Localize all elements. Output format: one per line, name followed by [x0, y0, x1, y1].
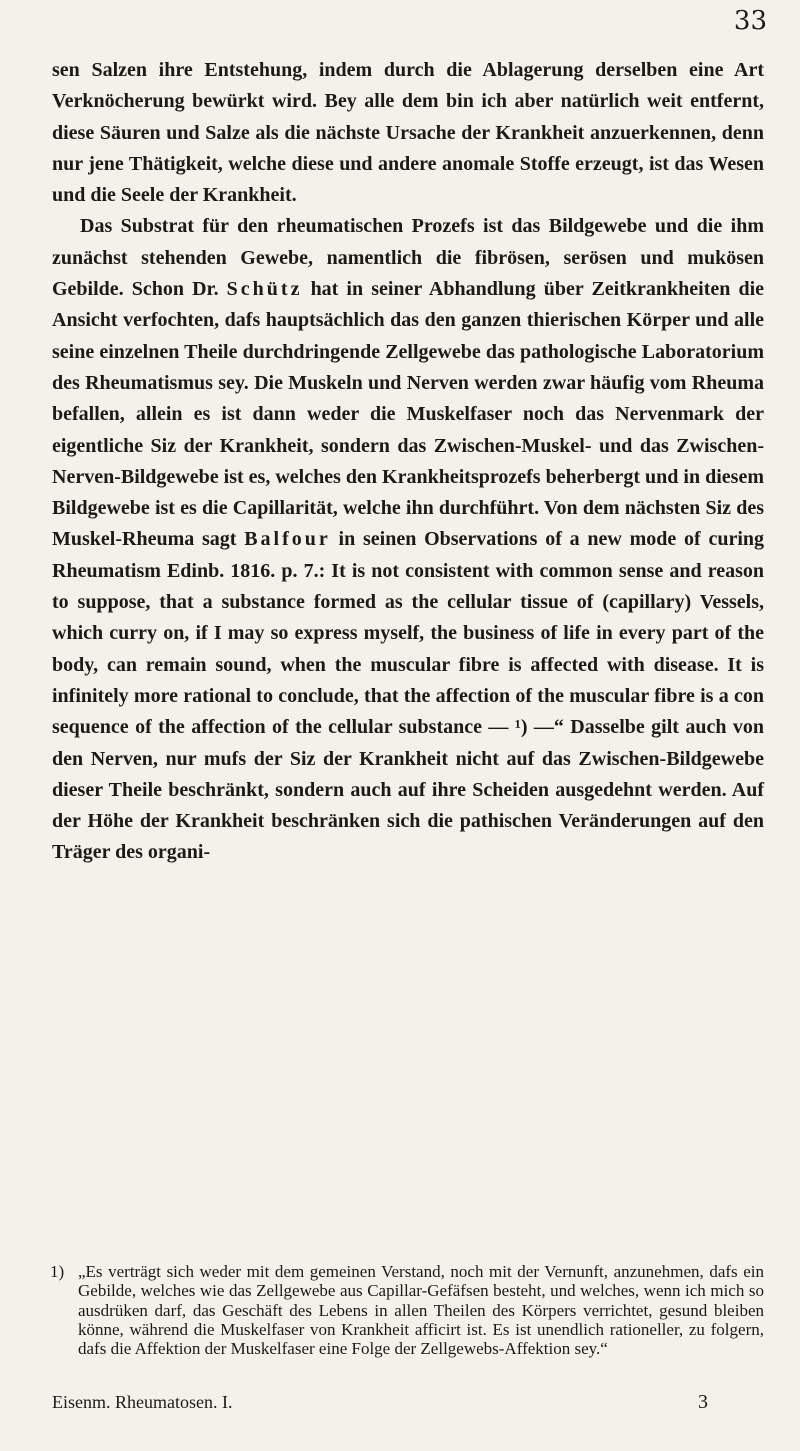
footnote-marker: 1) [50, 1262, 65, 1281]
paragraph-1: sen Salzen ihre Entstehung, indem durch die Ablagerung derselben eine Art Verknöcherung bewürkt wird. Bey alle dem bin ich aber natürlich weit entfernt, diese Säuren und Salze als die nächste Ursache der Krankheit anzuerkennen, denn nur jene Thätigkeit, welche diese und andere anomale Stoffe erzeugt, ist das Wesen und die Seele der Krankheit. [52, 59, 764, 207]
signature-mark: Eisenm. Rheumatosen. I. [52, 1392, 233, 1412]
footnote [52, 1262, 764, 1358]
paragraph-2 [52, 211, 764, 868]
signature-number: 3 [698, 1391, 708, 1413]
author-name-schuetz: Schütz [226, 278, 303, 301]
paragraph-2-text-a: Das Substrat für den rheumatischen Prozefs ist das Bildgewebe und die ihm zunächst stehenden Gewebe, namentlich die fibrösen, serösen und mukösen Gebilde. Schon Dr. [52, 215, 764, 301]
paragraph-2-text-b: hat in seiner Abhandlung über Zeitkrankheiten die Ansicht verfochten, dafs hauptsächlich das den ganzen thierischen Körper und alle seine einzelnen Theile durchdringende Zellgewebe das pathologische Laboratorium des Rheumatismus sey. Die Muskeln und Nerven werden zwar häufig vom Rheuma befallen, allein es ist dann weder die Muskelfaser noch das Nervenmark der eigentliche Siz der Krankheit, sondern das Zwischen-Muskel- und das Zwischen-Nerven-Bildgewebe ist es, welches den Krankheitsprozefs beherbergt und in diesem Bildgewebe ist es die Capillarität, welche ihn durchführt. Von dem nächsten Siz des Muskel-Rheuma sagt [52, 278, 765, 551]
author-name-balfour: Balfour [244, 528, 331, 551]
page-number: 33 [733, 6, 767, 36]
footnote-text: „Es verträgt sich weder mit dem gemeinen Verstand, noch mit der Vernunft, anzunehmen, dafs ein Gebilde, welches wie das Zellgewebe aus Capillar-Gefäfsen besteht, und welches, wenn ich mich so ausdrüken darf, das Geschäft des Lebens in allen Theilen des Körpers verrichtet, gesund bleiben könne, während die Muskelfaser von Krankheit afficirt ist. Es ist unendlich rationeller, zu folgern, dafs die Affektion der Muskelfaser eine Folge der Zellgewebs-Affektion sey.“ [78, 1262, 764, 1359]
main-text [52, 55, 764, 869]
paragraph-2-text-c: in seinen Observations of a new mode of curing Rheumatism Edinb. 1816. p. 7.: It is not consistent with common sense and reason to suppose, that a substance formed as the cellular tissue of (capillary) Vessels, which curry on, if I may so express myself, the business of life in every part of the body, can remain sound, when the muscular fibre is affected with disease. It is infinitely more rational to conclude, that the affection of the muscular fibre is a con sequence of the affection of the cellular substance — ¹) —“ Dasselbe gilt auch von den Nerven, nur mufs der Siz der Krankheit nicht auf das Zwischen-Bildgewebe dieser Theile beschränkt, sondern auch auf ihre Scheiden ausgedehnt werden. Auf der Höhe der Krankheit beschränken sich die pathischen Veränderungen auf den Träger des organi- [52, 528, 764, 864]
